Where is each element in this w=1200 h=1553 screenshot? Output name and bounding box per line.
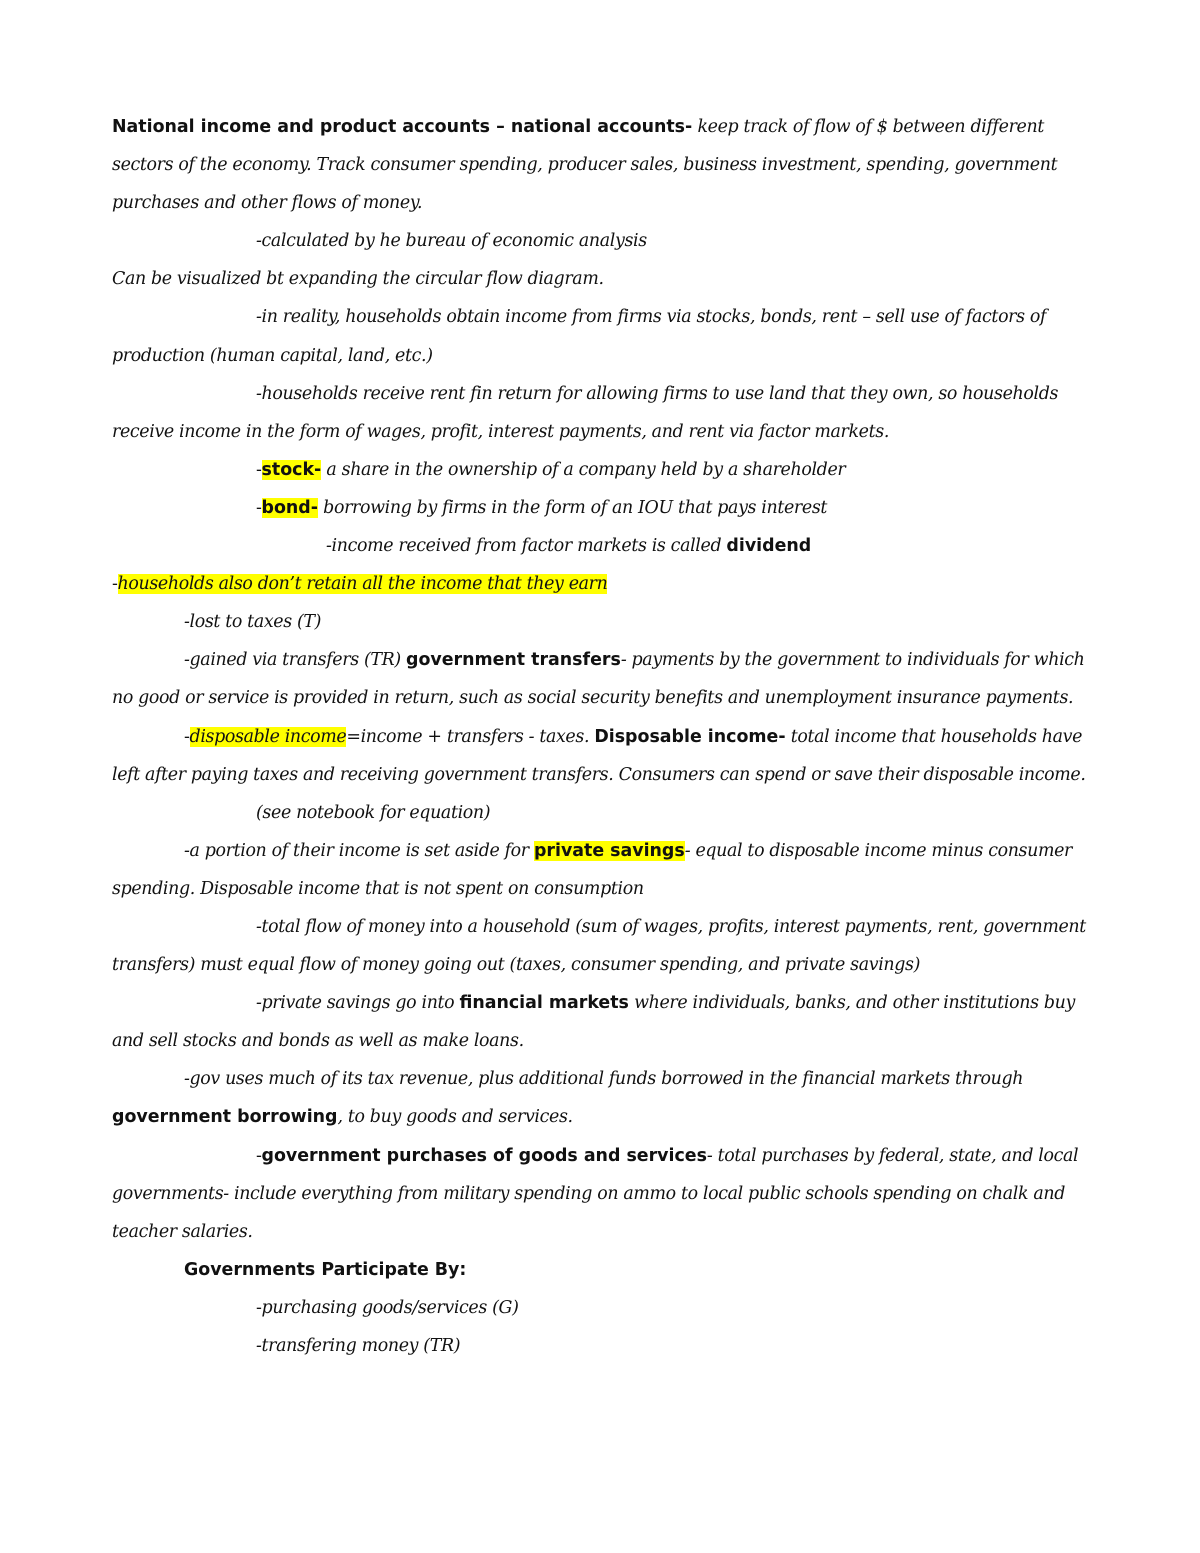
term-bond: bond- <box>261 497 318 518</box>
paragraph-financial-markets <box>112 984 1092 1060</box>
purchasing-text: purchasing goods/services (G) <box>261 1297 519 1318</box>
term-government-transfers: government transfers <box>406 650 621 671</box>
borrowing-post: , to buy goods and services. <box>337 1107 573 1128</box>
dividend-text: -income received from factor markets is called <box>326 536 727 557</box>
savings-pre: -a portion of their income is set aside for <box>184 840 534 861</box>
paragraph-circular-flow: Can be visualized bt expanding the circular flow diagram. <box>112 269 604 290</box>
bond-dash: - <box>256 497 262 518</box>
term-government-borrowing: government borrowing <box>112 1107 338 1128</box>
definition-financial-markets: where individuals, banks, and other institutions buy and sell stocks and bonds as well as make loans. <box>112 993 1075 1052</box>
paragraph-national-accounts <box>112 108 1092 222</box>
retain-dash: - <box>112 574 118 595</box>
paragraph-households-retain <box>112 565 1092 603</box>
financial-pre: -private savings go into <box>256 993 460 1014</box>
definition-government-transfers: - payments by the government to individuals for which no good or service is provided in return, such as social security benefits and unemployment insurance payments. <box>112 650 1085 709</box>
purchases-dash: - <box>256 1145 262 1166</box>
definition-stock: a share in the ownership of a company held by a shareholder <box>321 459 846 480</box>
term-national-accounts: National income and product accounts – national accounts- <box>112 117 693 137</box>
paragraph-transfers <box>112 641 1092 717</box>
document-body <box>112 108 1092 1365</box>
stock-dash: - <box>256 459 262 480</box>
paragraph-see-notebook: (see notebook for equation) <box>256 802 491 823</box>
paragraph-government-borrowing <box>112 1060 1092 1136</box>
paragraph-disposable-income <box>112 718 1092 794</box>
disposable-equation: =income + transfers - taxes. <box>346 726 595 747</box>
definition-bond: borrowing by firms in the form of an IOU that pays interest <box>317 497 828 518</box>
paragraph-taxes: -lost to taxes (T) <box>184 612 322 633</box>
heading-governments-participate: Governments Participate By: <box>184 1259 467 1280</box>
paragraph-in-reality: -in reality, households obtain income from firms via stocks, bonds, rent – sell use of factors of production (human capital, land, etc.) <box>112 307 1047 366</box>
paragraph-households-rent: -households receive rent fin return for allowing firms to use land that they own, so households receive income in the form of wages, profit, interest payments, and rent via factor markets. <box>112 383 1059 442</box>
highlight-disposable-income: disposable income <box>189 726 347 747</box>
paragraph-private-savings <box>112 832 1092 908</box>
term-financial-markets: financial markets <box>459 993 629 1014</box>
paragraph-total-flow: -total flow of money into a household (sum of wages, profits, interest payments, rent, government transfers) must equal flow of money going out (taxes, consumer spending, and private savings) <box>112 916 1086 976</box>
term-stock: stock- <box>261 459 322 480</box>
transfers-pre: -gained via transfers (TR) <box>184 650 407 671</box>
definition-national-accounts: keep track of flow of $ between different sectors of the economy. Track consumer spending, producer sales, business investment, spending, government purchases and other flows of money. <box>112 117 1058 214</box>
definition-disposable-income: total income that households have left after paying taxes and receiving government transfers. Consumers can spend or save their disposable income. <box>112 726 1086 785</box>
purchasing-dash: - <box>256 1297 262 1318</box>
paragraph-bea: -calculated by he bureau of economic analysis <box>256 231 647 252</box>
paragraph-bond <box>112 489 1092 527</box>
list-item-purchasing <box>112 1289 1092 1327</box>
disposable-dash: - <box>184 726 190 747</box>
highlight-households-retain: households also don’t retain all the income that they earn <box>117 574 608 595</box>
paragraph-dividend <box>112 527 1092 565</box>
term-government-purchases: government purchases of goods and services <box>261 1145 707 1166</box>
paragraph-government-purchases <box>112 1137 1092 1251</box>
definition-government-purchases: - total purchases by federal, state, and local governments- include everything from military spending on ammo to local public schools spending on chalk and teacher salaries. <box>112 1145 1079 1242</box>
term-disposable-income: Disposable income- <box>594 726 786 747</box>
borrowing-pre: -gov uses much of its tax revenue, plus additional funds borrowed in the financial markets through <box>184 1069 1024 1090</box>
term-private-savings: private savings <box>533 840 685 861</box>
definition-private-savings: - equal to disposable income minus consumer spending. Disposable income that is not spent on consumption <box>112 840 1073 899</box>
term-dividend: dividend <box>726 536 812 557</box>
list-item-transfering: -transfering money (TR) <box>256 1336 461 1356</box>
paragraph-stock <box>112 451 1092 489</box>
